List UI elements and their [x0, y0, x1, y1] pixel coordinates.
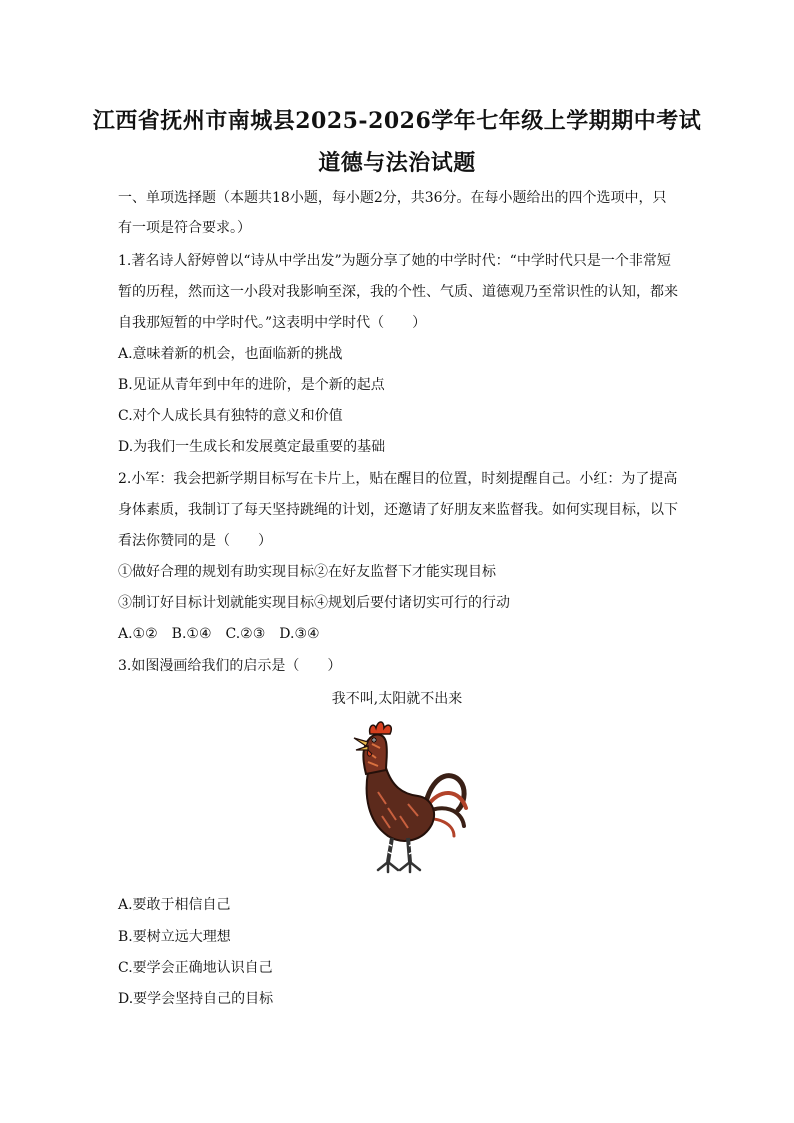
q1-stem: 自我那短暂的中学时代。”这表明中学时代（ ） [118, 315, 427, 331]
q3-option-a: A.要敢于相信自己 [118, 897, 231, 913]
q3-option-b: B.要树立远大理想 [118, 929, 231, 945]
q3-option-d: D.要学会坚持自己的目标 [118, 991, 274, 1007]
q2-stem: 2.小军：我会把新学期目标写在卡片上，贴在醒目的位置，时刻提醒自己。小红：为了提高 [118, 471, 678, 487]
q1-option-c: C.对个人成长具有独特的意义和价值 [118, 408, 343, 424]
rooster-cartoon [338, 712, 478, 878]
q3-stem: 3.如图漫画给我们的启示是（ ） [118, 658, 342, 674]
q2-statement: ③制订好目标计划就能实现目标④规划后要付诸切实可行的行动 [118, 595, 510, 611]
section-heading: 一、单项选择题（本题共18小题，每小题2分，共36分。在每小题给出的四个选项中，只 [118, 190, 667, 206]
q3-option-c: C.要学会正确地认识自己 [118, 960, 273, 976]
q2-stem: 身体素质，我制订了每天坚持跳绳的计划，还邀请了好朋友来监督我。如何实现目标，以下 [118, 502, 678, 518]
q1-stem: 暂的历程，然而这一小段对我影响至深，我的个性、气质、道德观乃至常识性的认知，都来 [118, 284, 678, 300]
q2-statement: ①做好合理的规划有助实现目标②在好友监督下才能实现目标 [118, 564, 496, 580]
exam-title: 江西省抚州市南城县2025-2026学年七年级上学期期中考试 [92, 108, 702, 134]
q2-stem: 看法你赞同的是（ ） [118, 533, 272, 549]
exam-subtitle: 道德与法治试题 [318, 150, 476, 176]
q1-stem: 1.著名诗人舒婷曾以“诗从中学出发”为题分享了她的中学时代：“中学时代只是一个非常短 [118, 253, 671, 269]
q1-option-a: A.意味着新的机会，也面临新的挑战 [118, 346, 343, 362]
q2-options: A.①② B.①④ C.②③ D.③④ [118, 626, 320, 642]
section-heading-cont: 有一项是符合要求。） [118, 220, 251, 236]
q1-option-b: B.见证从青年到中年的进阶，是个新的起点 [118, 377, 385, 393]
cartoon-caption: 我不叫,太阳就不出来 [331, 691, 463, 707]
q1-option-d: D.为我们一生成长和发展奠定最重要的基础 [118, 439, 386, 455]
